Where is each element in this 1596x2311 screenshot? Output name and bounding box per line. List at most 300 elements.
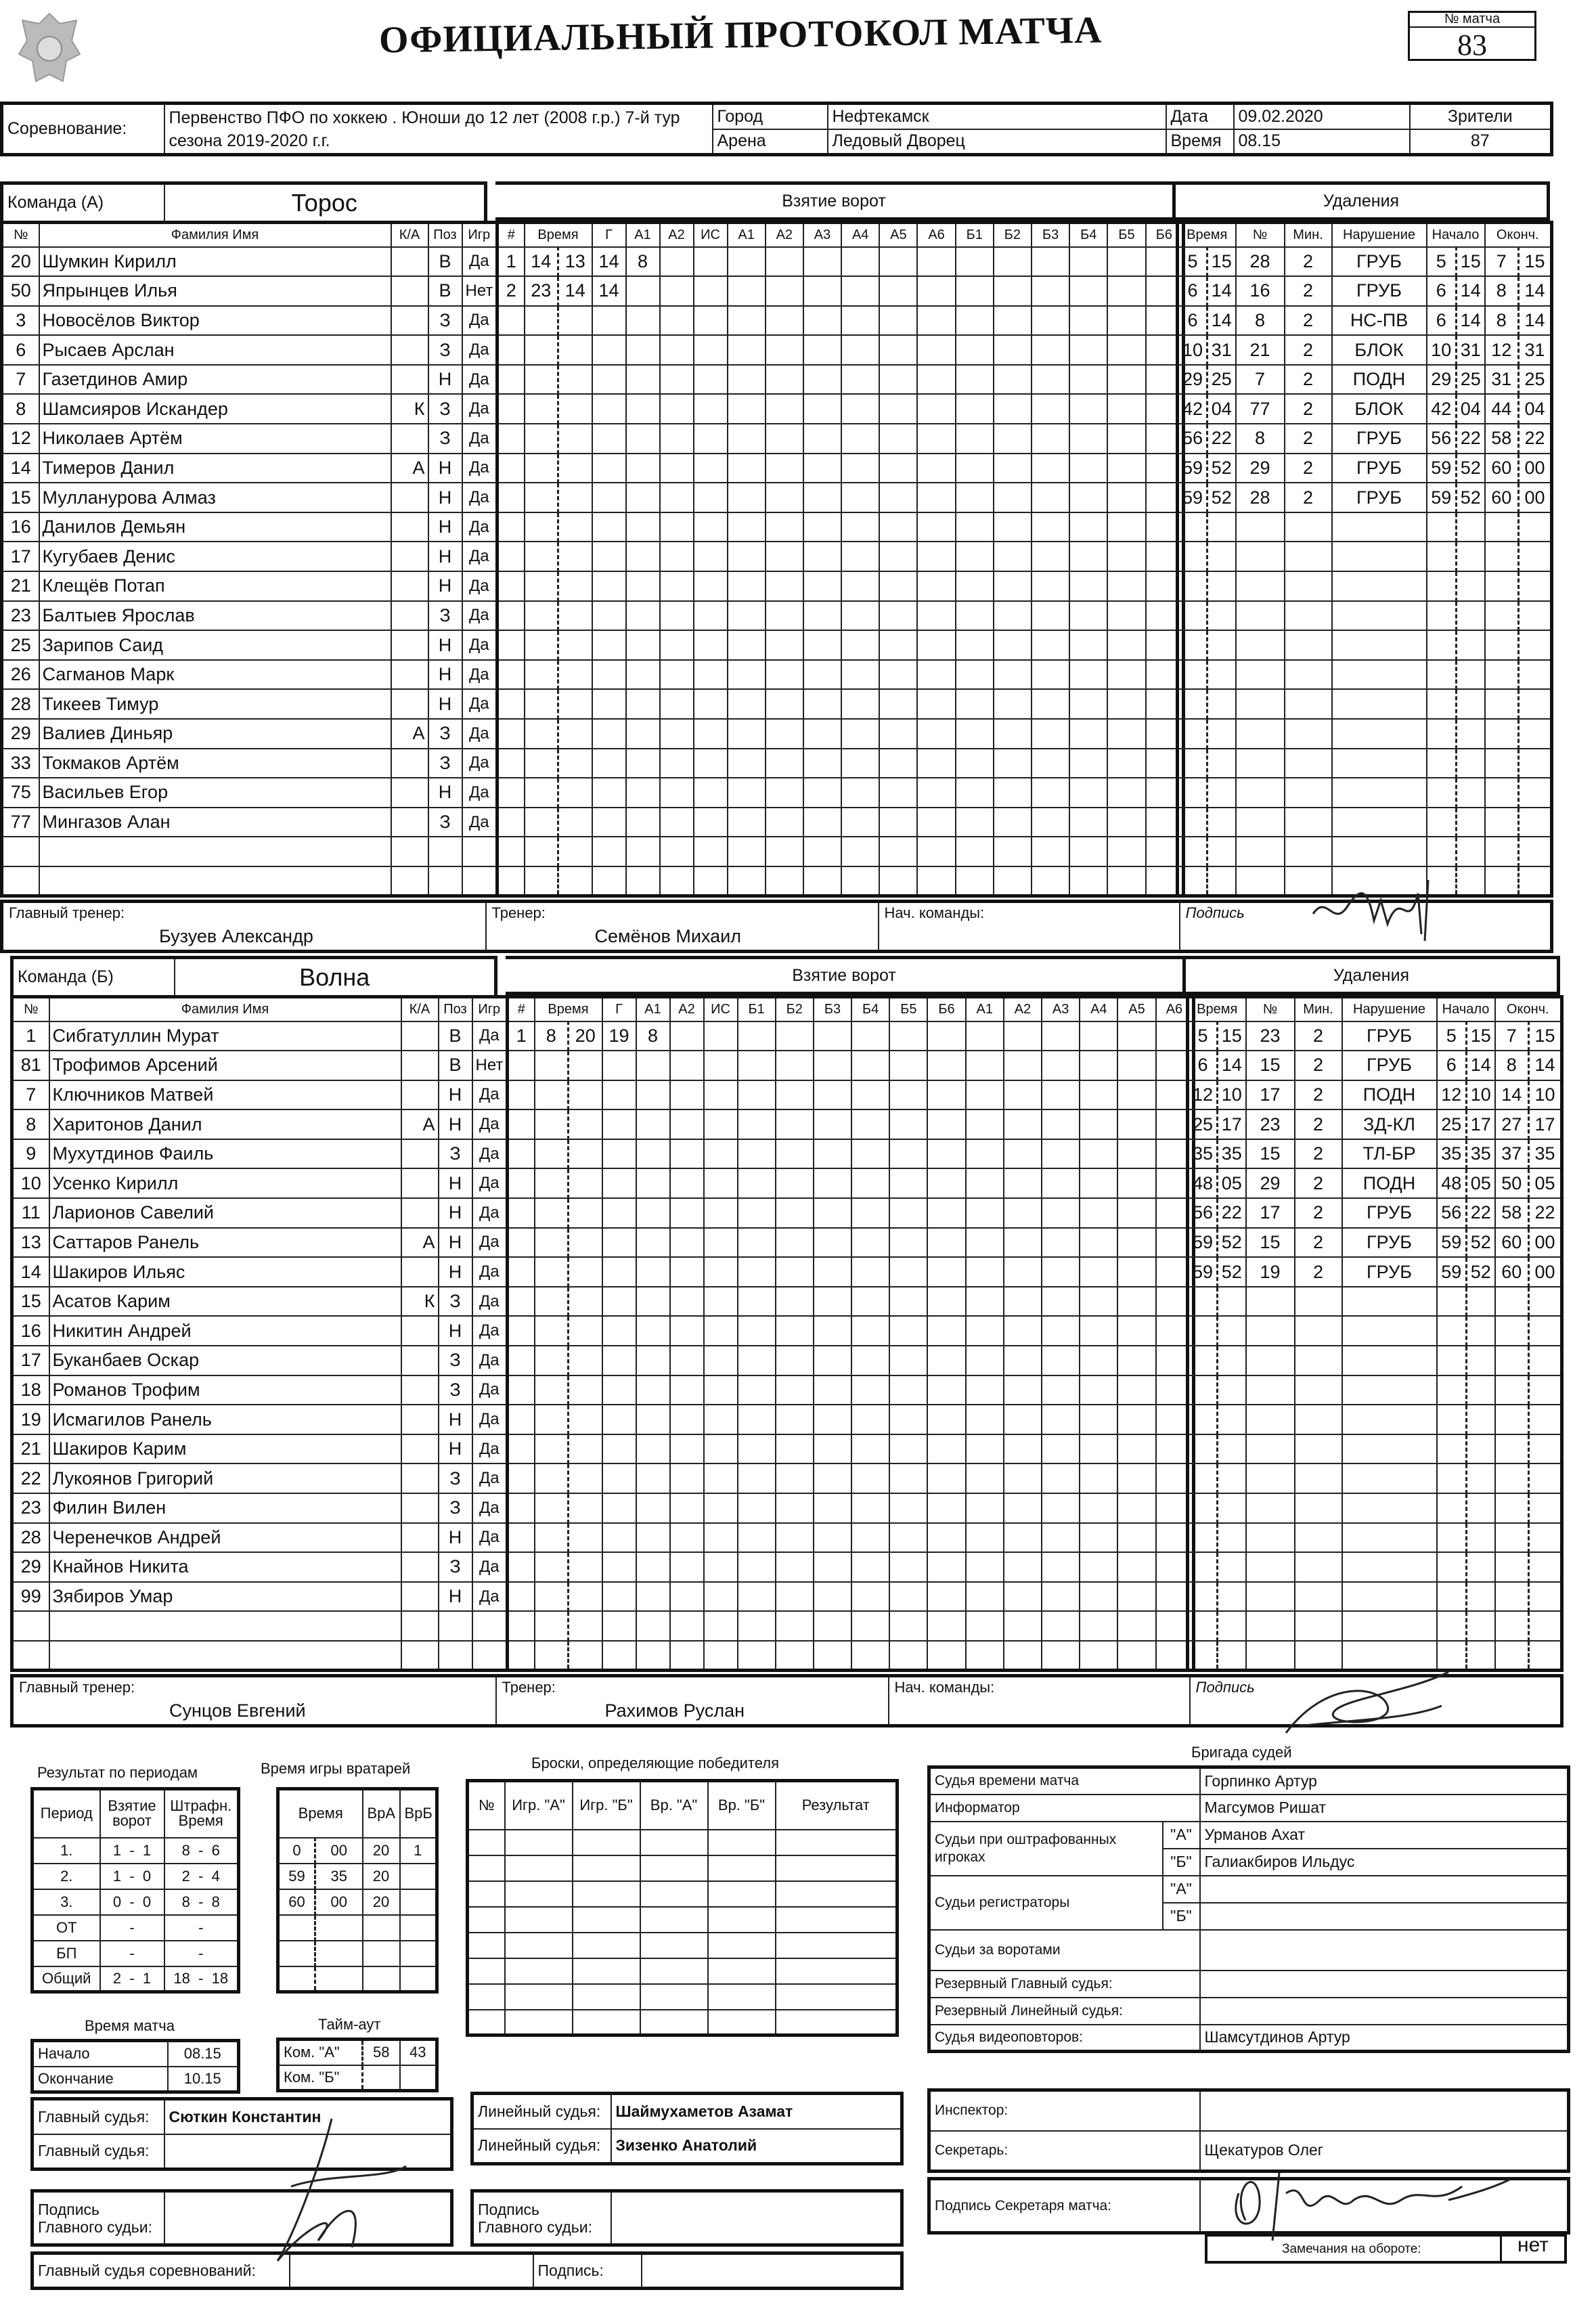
goal-row bbox=[508, 1198, 1194, 1228]
shootout-h: Результат bbox=[776, 1781, 897, 1830]
player-played: Да bbox=[462, 778, 497, 808]
player-played: Да bbox=[462, 335, 497, 365]
player-number: 19 bbox=[12, 1405, 49, 1434]
player-position: Н bbox=[428, 689, 462, 719]
player-position: Н bbox=[428, 542, 462, 571]
coach: Рахимов Руслан bbox=[604, 1700, 745, 1721]
player-number: 17 bbox=[12, 1346, 49, 1375]
goal-row bbox=[508, 1552, 1194, 1582]
player-row bbox=[2, 512, 497, 542]
goal-row bbox=[497, 365, 1184, 395]
roster-h-ka: К/А bbox=[401, 997, 439, 1021]
player-role bbox=[391, 749, 428, 778]
penalty-infr: ГРУБ bbox=[1342, 1198, 1437, 1228]
goal-row bbox=[508, 1434, 1194, 1464]
player-played: Да bbox=[472, 1523, 508, 1553]
penalty-smm: 59 bbox=[1427, 483, 1457, 512]
player-name: Кнайнов Никита bbox=[49, 1552, 401, 1582]
empty-row bbox=[2, 837, 497, 866]
secretary-sign-label: Подпись Секретаря матча: bbox=[929, 2179, 1200, 2233]
shootout-row bbox=[468, 1933, 897, 1958]
player-position: З bbox=[439, 1493, 472, 1523]
penalty-smm: 35 bbox=[1437, 1139, 1467, 1169]
shootout-row bbox=[468, 1855, 897, 1881]
player-role bbox=[401, 1582, 439, 1612]
official-name: Галиакбиров Ильдус bbox=[1200, 1849, 1569, 1876]
penalty-row bbox=[1178, 630, 1552, 660]
onice-h: Б6 bbox=[927, 997, 965, 1021]
roster-h-played: Игр bbox=[472, 997, 508, 1021]
goal-assist2 bbox=[660, 276, 694, 306]
penalty-min: 2 bbox=[1285, 335, 1332, 365]
penalty-row bbox=[1188, 1021, 1562, 1051]
goalies-h-time: Время bbox=[278, 1789, 363, 1838]
onice-h: Б3 bbox=[814, 997, 851, 1021]
penalty-row bbox=[1188, 1051, 1562, 1080]
penalty-ss: 05 bbox=[1218, 1168, 1246, 1198]
roster-h-num: № bbox=[12, 997, 49, 1021]
onice-h: Б2 bbox=[776, 997, 814, 1021]
player-row bbox=[12, 1139, 508, 1169]
period-pim: - bbox=[164, 1941, 239, 1966]
period-pim: 8 - 6 bbox=[164, 1838, 239, 1864]
penalty-smm: 12 bbox=[1437, 1080, 1467, 1110]
goal-row bbox=[497, 778, 1184, 808]
penalty-smm: 6 bbox=[1437, 1051, 1467, 1080]
player-name: Лукоянов Григорий bbox=[49, 1463, 401, 1493]
shootout-row bbox=[468, 1958, 897, 1984]
penalty-sss: 15 bbox=[1467, 1021, 1495, 1051]
player-row bbox=[12, 1463, 508, 1493]
goal-row bbox=[497, 542, 1184, 571]
penalty-min: 2 bbox=[1295, 1109, 1342, 1139]
goal-row bbox=[497, 571, 1184, 601]
main-ref-sign-table-2 bbox=[470, 2189, 904, 2247]
player-position: В bbox=[428, 276, 462, 306]
penalty-ess: 25 bbox=[1519, 365, 1552, 395]
player-position: Н bbox=[439, 1316, 472, 1346]
penalty-num: 15 bbox=[1246, 1139, 1295, 1169]
team_b-title-table bbox=[10, 956, 497, 998]
player-played: Да bbox=[462, 512, 497, 542]
player-row bbox=[12, 1375, 508, 1405]
penalty-ess: 04 bbox=[1519, 394, 1552, 424]
goal-row bbox=[508, 1463, 1194, 1493]
official-row bbox=[929, 1971, 1569, 1998]
player-number: 16 bbox=[12, 1316, 49, 1346]
shootout-row bbox=[468, 1830, 897, 1855]
player-row bbox=[2, 719, 497, 749]
penalty-row bbox=[1188, 1611, 1562, 1641]
player-role bbox=[391, 276, 428, 306]
player-row bbox=[12, 1493, 508, 1523]
player-role bbox=[391, 512, 428, 542]
coach: Семёнов Михаил bbox=[594, 926, 741, 947]
player-number: 75 bbox=[2, 778, 39, 808]
team_b-goals bbox=[506, 995, 1195, 1672]
player-played: Да bbox=[462, 719, 497, 749]
penalty-min: 2 bbox=[1285, 424, 1332, 454]
onice-h: Б1 bbox=[738, 997, 776, 1021]
timeout-table bbox=[276, 2038, 439, 2092]
goal-row bbox=[497, 483, 1184, 512]
player-role bbox=[401, 1316, 439, 1346]
penalty-ess: 22 bbox=[1529, 1198, 1562, 1228]
remarks-label: Замечания на обороте: bbox=[1282, 2242, 1421, 2256]
penalty-row bbox=[1178, 365, 1552, 395]
player-number: 15 bbox=[2, 483, 39, 512]
goalie-b bbox=[400, 1889, 437, 1915]
goal-row bbox=[508, 1109, 1194, 1139]
player-row bbox=[2, 365, 497, 395]
penalty-sss: 05 bbox=[1467, 1168, 1495, 1198]
penalty-mm: 29 bbox=[1178, 365, 1207, 395]
goalie-sec: 35 bbox=[315, 1864, 363, 1889]
match-number-label: № матча bbox=[1410, 12, 1534, 28]
period-row bbox=[32, 1838, 239, 1864]
timeout-b-label: Ком. "Б" bbox=[278, 2065, 363, 2091]
player-position: Н bbox=[439, 1523, 472, 1553]
period-goals: - bbox=[100, 1915, 164, 1941]
goal-row bbox=[508, 1051, 1194, 1080]
player-position: З bbox=[428, 424, 462, 454]
official-name: Урманов Ахат bbox=[1200, 1822, 1569, 1849]
date-label: Дата bbox=[1166, 104, 1234, 129]
player-position: З bbox=[439, 1139, 472, 1169]
player-number: 7 bbox=[2, 365, 39, 395]
penalty-smm: 48 bbox=[1437, 1168, 1467, 1198]
comp-ref-label: Главный судья соревнований: bbox=[32, 2253, 290, 2289]
match-time-table bbox=[30, 2039, 240, 2094]
penalty-mm: 5 bbox=[1188, 1021, 1218, 1051]
player-position: В bbox=[428, 247, 462, 277]
penalty-row bbox=[1188, 1080, 1562, 1110]
match-end: 10.15 bbox=[168, 2067, 239, 2092]
pen-h-infr: Нарушение bbox=[1342, 997, 1437, 1021]
penalty-infr: ПОДН bbox=[1332, 365, 1427, 395]
player-number: 16 bbox=[2, 512, 39, 542]
empty-row bbox=[12, 1641, 508, 1671]
player-role bbox=[391, 808, 428, 837]
player-name: Филин Вилен bbox=[49, 1493, 401, 1523]
player-number: 7 bbox=[12, 1080, 49, 1110]
goal-scorer: 14 bbox=[592, 276, 626, 306]
coach-label: Тренер: bbox=[502, 1679, 556, 1696]
player-position: В bbox=[439, 1051, 472, 1080]
penalty-mm: 6 bbox=[1178, 276, 1207, 306]
player-played: Да bbox=[462, 394, 497, 424]
penalty-sss: 52 bbox=[1457, 483, 1485, 512]
goal-row bbox=[497, 866, 1184, 896]
inspector-value bbox=[1200, 2090, 1569, 2131]
player-position: Н bbox=[439, 1168, 472, 1198]
penalty-mm: 56 bbox=[1188, 1198, 1218, 1228]
penalty-infr: ПОДН bbox=[1342, 1168, 1437, 1198]
penalty-num: 8 bbox=[1236, 424, 1285, 454]
goal-row bbox=[497, 689, 1184, 719]
official-name bbox=[1200, 1903, 1569, 1930]
shootout-h: Вр. "Б" bbox=[708, 1781, 776, 1830]
player-position: З bbox=[428, 719, 462, 749]
penalty-emm: 58 bbox=[1495, 1198, 1529, 1228]
player-position: З bbox=[428, 749, 462, 778]
goalies-h-b: ВрБ bbox=[400, 1789, 437, 1838]
penalty-sss: 04 bbox=[1457, 394, 1485, 424]
penalty-min: 2 bbox=[1295, 1198, 1342, 1228]
empty-row bbox=[2, 866, 497, 896]
player-role bbox=[401, 1257, 439, 1287]
player-number: 50 bbox=[2, 276, 39, 306]
player-role: А bbox=[391, 719, 428, 749]
player-role bbox=[391, 424, 428, 454]
goal-row bbox=[508, 1493, 1194, 1523]
penalty-infr: ГРУБ bbox=[1342, 1228, 1437, 1258]
penalty-emm: 37 bbox=[1495, 1139, 1529, 1169]
player-played: Да bbox=[462, 571, 497, 601]
goal-row bbox=[497, 749, 1184, 778]
penalty-emm: 8 bbox=[1485, 306, 1519, 336]
shootout-row bbox=[468, 1984, 897, 2010]
goal-assist1: 8 bbox=[626, 247, 660, 277]
penalty-sss: 22 bbox=[1467, 1198, 1495, 1228]
player-number: 15 bbox=[12, 1287, 49, 1317]
onice-h: А4 bbox=[841, 223, 879, 247]
comp-ref-sign-label: Подпись: bbox=[533, 2253, 642, 2289]
goal-row bbox=[508, 1375, 1194, 1405]
penalty-emm: 60 bbox=[1495, 1228, 1529, 1258]
penalty-num: 17 bbox=[1246, 1198, 1295, 1228]
goal-row bbox=[508, 1611, 1194, 1641]
goal-is bbox=[694, 276, 728, 306]
player-played: Да bbox=[462, 365, 497, 395]
player-played: Да bbox=[472, 1109, 508, 1139]
penalty-infr: ГРУБ bbox=[1332, 483, 1427, 512]
player-row bbox=[12, 1109, 508, 1139]
player-position: Н bbox=[428, 630, 462, 660]
player-number: 22 bbox=[12, 1463, 49, 1493]
penalty-row bbox=[1178, 719, 1552, 749]
penalty-smm: 5 bbox=[1427, 247, 1457, 277]
player-name: Клещёв Потап bbox=[39, 571, 391, 601]
penalty-ess: 22 bbox=[1519, 424, 1552, 454]
penalty-min: 2 bbox=[1285, 394, 1332, 424]
period-name: 2. bbox=[32, 1864, 100, 1889]
penalty-row bbox=[1178, 601, 1552, 631]
goal-h-is: ИС bbox=[704, 997, 738, 1021]
player-name: Данилов Демьян bbox=[39, 512, 391, 542]
onice-h: Б4 bbox=[851, 997, 889, 1021]
line-ref-2: Зизенко Анатолий bbox=[611, 2129, 902, 2164]
main-ref-label-1: Главный судья: bbox=[32, 2099, 164, 2134]
player-row bbox=[12, 1316, 508, 1346]
line-referees-table bbox=[470, 2092, 904, 2165]
penalty-row bbox=[1178, 778, 1552, 808]
goal-assist2 bbox=[660, 247, 694, 277]
shootout-h: № bbox=[468, 1781, 505, 1830]
penalty-sss: 52 bbox=[1467, 1228, 1495, 1258]
goalie-sec: 00 bbox=[315, 1889, 363, 1915]
player-number: 23 bbox=[12, 1493, 49, 1523]
penalty-smm: 25 bbox=[1437, 1109, 1467, 1139]
goal-is bbox=[694, 247, 728, 277]
penalty-emm: 14 bbox=[1495, 1080, 1529, 1110]
player-position: Н bbox=[428, 571, 462, 601]
penalty-ss: 22 bbox=[1218, 1198, 1246, 1228]
player-number: 8 bbox=[12, 1109, 49, 1139]
coach-label: Тренер: bbox=[491, 904, 546, 922]
player-name: Николаев Артём bbox=[39, 424, 391, 454]
penalty-smm: 59 bbox=[1437, 1228, 1467, 1258]
player-number: 28 bbox=[12, 1523, 49, 1553]
penalty-row bbox=[1188, 1257, 1562, 1287]
roster-h-pos: Поз bbox=[428, 223, 462, 247]
player-row bbox=[12, 1051, 508, 1080]
penalty-infr: БЛОК bbox=[1332, 394, 1427, 424]
penalty-num: 28 bbox=[1236, 483, 1285, 512]
penalty-row bbox=[1188, 1346, 1562, 1375]
player-number: 13 bbox=[12, 1228, 49, 1258]
onice-h: А1 bbox=[966, 997, 1004, 1021]
official-row bbox=[929, 1767, 1569, 1795]
periods-h-period: Период bbox=[32, 1789, 100, 1838]
player-played: Да bbox=[462, 542, 497, 571]
goal-h-hash: # bbox=[497, 223, 525, 247]
goalie-sec: 00 bbox=[315, 1838, 363, 1864]
player-played: Да bbox=[462, 424, 497, 454]
player-role bbox=[401, 1463, 439, 1493]
penalty-mm: 59 bbox=[1178, 483, 1207, 512]
penalty-sss: 25 bbox=[1457, 365, 1485, 395]
player-position: З bbox=[428, 601, 462, 631]
line-ref-label-2: Линейный судья: bbox=[472, 2129, 611, 2164]
penalty-ess: 00 bbox=[1519, 454, 1552, 483]
goalies-h-a: ВрА bbox=[363, 1789, 400, 1838]
penalty-row bbox=[1178, 483, 1552, 512]
penalty-ess: 00 bbox=[1519, 483, 1552, 512]
main-ref-sign-label: Подпись Главного судьи: bbox=[32, 2191, 164, 2245]
penalty-min: 2 bbox=[1295, 1139, 1342, 1169]
roster-h-name: Фамилия Имя bbox=[49, 997, 401, 1021]
penalty-ss: 52 bbox=[1218, 1228, 1246, 1258]
player-played: Да bbox=[462, 660, 497, 690]
penalty-row bbox=[1188, 1405, 1562, 1434]
player-role bbox=[391, 365, 428, 395]
player-role bbox=[391, 542, 428, 571]
player-number: 81 bbox=[12, 1051, 49, 1080]
empty-row bbox=[12, 1611, 508, 1641]
goal-h-g: Г bbox=[592, 223, 626, 247]
player-position: Н bbox=[428, 483, 462, 512]
penalty-min: 2 bbox=[1285, 365, 1332, 395]
penalty-row bbox=[1178, 306, 1552, 336]
goalie-min: 0 bbox=[278, 1838, 315, 1864]
player-row bbox=[2, 335, 497, 365]
penalty-row bbox=[1188, 1168, 1562, 1198]
player-row bbox=[2, 601, 497, 631]
player-number: 26 bbox=[2, 660, 39, 690]
period-goals: - bbox=[100, 1941, 164, 1966]
official-label: Судьи за воротами bbox=[929, 1930, 1200, 1971]
period-row bbox=[32, 1941, 239, 1966]
player-row bbox=[12, 1523, 508, 1553]
player-row bbox=[12, 1346, 508, 1375]
player-name: Япрынцев Илья bbox=[39, 276, 391, 306]
player-name: Мулланурова Алмаз bbox=[39, 483, 391, 512]
official-label: Информатор bbox=[929, 1795, 1200, 1822]
onice-h: А2 bbox=[1004, 997, 1042, 1021]
penalty-sss: 14 bbox=[1457, 306, 1485, 336]
player-played: Да bbox=[462, 483, 497, 512]
roster-h-played: Игр bbox=[462, 223, 497, 247]
player-number: 3 bbox=[2, 306, 39, 336]
goal-h-g: Г bbox=[602, 997, 636, 1021]
penalty-sss: 14 bbox=[1457, 276, 1485, 306]
penalty-mm: 48 bbox=[1188, 1168, 1218, 1198]
player-number: 6 bbox=[2, 335, 39, 365]
player-name: Саттаров Ранель bbox=[49, 1228, 401, 1258]
onice-h: А1 bbox=[728, 223, 766, 247]
penalty-mm: 12 bbox=[1188, 1080, 1218, 1110]
player-position: З bbox=[439, 1287, 472, 1317]
penalty-smm: 56 bbox=[1437, 1198, 1467, 1228]
goalies-table bbox=[276, 1787, 439, 1994]
penalty-infr: ГРУБ bbox=[1332, 247, 1427, 277]
penalty-emm: 7 bbox=[1495, 1021, 1529, 1051]
player-role bbox=[401, 1375, 439, 1405]
goal-row bbox=[508, 1582, 1194, 1612]
penalty-row bbox=[1188, 1582, 1562, 1612]
team_a-goals-title: Взятие ворот bbox=[495, 181, 1176, 221]
penalty-row bbox=[1178, 571, 1552, 601]
penalty-sss: 35 bbox=[1467, 1139, 1495, 1169]
penalty-row bbox=[1188, 1375, 1562, 1405]
team_a-name: Торос bbox=[164, 183, 486, 223]
penalty-min: 2 bbox=[1295, 1021, 1342, 1051]
official-sub: "Б" bbox=[1163, 1903, 1200, 1930]
onice-h: А2 bbox=[766, 223, 803, 247]
goal-row bbox=[497, 808, 1184, 837]
player-position: Н bbox=[428, 660, 462, 690]
arena-label: Арена bbox=[713, 129, 828, 155]
player-name: Васильев Егор bbox=[39, 778, 391, 808]
time-value: 08.15 bbox=[1234, 129, 1410, 155]
team-chief-label: Нач. команды: bbox=[894, 1679, 995, 1696]
team_b-name: Волна bbox=[175, 958, 496, 997]
pen-h-end: Оконч. bbox=[1485, 223, 1552, 247]
player-position: Н bbox=[439, 1257, 472, 1287]
match-header bbox=[0, 102, 1553, 156]
penalty-ess: 14 bbox=[1529, 1051, 1562, 1080]
shootout-table bbox=[466, 1779, 899, 2037]
goal-row bbox=[508, 1257, 1194, 1287]
goal-h-time: Время bbox=[525, 223, 592, 247]
line-ref-1: Шаймухаметов Азамат bbox=[611, 2094, 902, 2129]
player-name: Сибгатуллин Мурат bbox=[49, 1021, 401, 1051]
penalty-mm: 6 bbox=[1188, 1051, 1218, 1080]
penalty-mm: 56 bbox=[1178, 424, 1207, 454]
head-coach: Бузуев Александр bbox=[159, 926, 313, 947]
player-name: Ларионов Савелий bbox=[49, 1198, 401, 1228]
penalty-ess: 31 bbox=[1519, 335, 1552, 365]
player-row bbox=[12, 1080, 508, 1110]
penalty-sss: 52 bbox=[1457, 454, 1485, 483]
officials-table bbox=[927, 1765, 1570, 2053]
player-played: Да bbox=[472, 1552, 508, 1582]
penalty-row bbox=[1188, 1287, 1562, 1317]
player-name: Черенечков Андрей bbox=[49, 1523, 401, 1553]
official-name: Горпинко Артур bbox=[1200, 1767, 1569, 1795]
penalty-ess: 17 bbox=[1529, 1109, 1562, 1139]
